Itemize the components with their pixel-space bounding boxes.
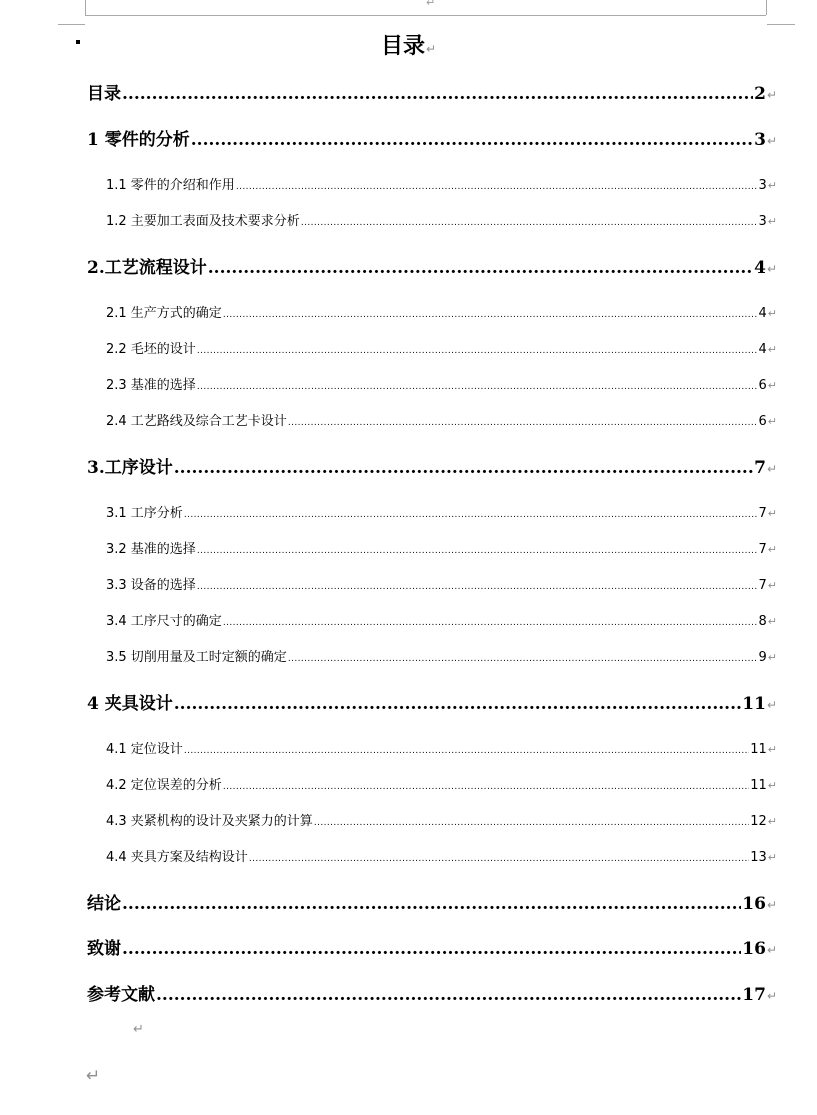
toc-entry-level2[interactable]	[106, 177, 777, 195]
paragraph-mark-icon: ↵	[767, 779, 777, 792]
header-left-guide	[85, 0, 86, 15]
toc-leader-dots	[249, 849, 749, 868]
toc-entry-page: 9	[758, 650, 767, 665]
paragraph-mark-icon: ↵	[86, 1066, 101, 1086]
toc-entry-page: 17	[742, 985, 766, 1005]
toc-entry-label: 4 夹具设计	[87, 694, 173, 714]
paragraph-mark-icon: ↵	[425, 42, 437, 56]
paragraph-mark-icon: ↵	[767, 415, 777, 428]
paragraph-mark-icon: ↵	[766, 989, 777, 1003]
toc-leader-dots	[223, 613, 758, 632]
toc-entry-page: 8	[758, 614, 767, 629]
paragraph-mark-icon: ↵	[767, 815, 777, 828]
toc-leader-dots	[184, 505, 758, 524]
paragraph-mark-icon: ↵	[767, 743, 777, 756]
toc-leader-dots	[288, 649, 758, 668]
toc-entry-page: 7	[758, 506, 767, 521]
toc-entry-label: 致谢	[87, 939, 121, 959]
paragraph-mark-icon: ↵	[766, 943, 777, 957]
toc-entry-page: 4	[758, 342, 767, 357]
toc-entry-label: 3.1 工序分析	[106, 506, 183, 521]
toc-title[interactable]	[0, 31, 817, 64]
toc-entry-page: 16	[742, 894, 766, 914]
toc-title-text: 目录	[380, 33, 425, 59]
toc-entry-label: 2.3 基准的选择	[106, 378, 196, 393]
toc-entry-page: 6	[758, 378, 767, 393]
toc-entry-page: 11	[742, 694, 766, 714]
toc-leader-dots	[122, 82, 753, 106]
toc-leader-dots	[236, 177, 758, 196]
toc-leader-dots	[174, 692, 742, 716]
toc-leader-dots	[223, 777, 749, 796]
toc-entry-level1[interactable]	[87, 82, 777, 106]
paragraph-mark-icon: ↵	[766, 262, 777, 276]
toc-leader-dots	[184, 741, 749, 760]
toc-entry-level1[interactable]	[87, 456, 777, 480]
toc-leader-dots	[288, 413, 758, 432]
toc-entry-label: 结论	[87, 894, 121, 914]
paragraph-mark-icon: ↵	[766, 698, 777, 712]
toc-entry-level2[interactable]	[106, 341, 777, 359]
toc-entry-label: 3.工序设计	[87, 458, 173, 478]
toc-leader-dots	[197, 541, 758, 560]
toc-entry-level1[interactable]	[87, 692, 777, 716]
toc-entry-page: 12	[750, 814, 767, 829]
toc-entry-page: 3	[754, 130, 766, 150]
toc-entry-label: 目录	[87, 84, 121, 104]
toc-leader-dots	[208, 256, 753, 280]
toc-leader-dots	[314, 813, 749, 832]
toc-entry-level1[interactable]	[87, 256, 777, 280]
toc-entry-page: 16	[742, 939, 766, 959]
toc-leader-dots	[174, 456, 753, 480]
toc-entry-level2[interactable]	[106, 541, 777, 559]
toc-entry-level2[interactable]	[106, 849, 777, 867]
toc-entry-page: 3	[758, 178, 767, 193]
toc-entry-level1[interactable]	[87, 937, 777, 961]
toc-entry-page: 6	[758, 414, 767, 429]
toc-entry-label: 4.1 定位设计	[106, 742, 183, 757]
toc-entry-label: 2.2 毛坯的设计	[106, 342, 196, 357]
toc-entry-page: 3	[758, 214, 767, 229]
toc-entry-label: 2.工艺流程设计	[87, 258, 207, 278]
right-crop-mark	[767, 24, 795, 25]
paragraph-mark-icon: ↵	[766, 88, 777, 102]
toc-entry-level2[interactable]	[106, 777, 777, 795]
toc-entry-page: 2	[754, 84, 766, 104]
toc-entry-level2[interactable]	[106, 505, 777, 523]
paragraph-mark-icon: ↵	[767, 307, 777, 320]
toc-entry-label: 参考文献	[87, 985, 155, 1005]
toc-entry-label: 4.3 夹紧机构的设计及夹紧力的计算	[106, 814, 313, 829]
toc-leader-dots	[197, 377, 758, 396]
toc-entry-label: 4.2 定位误差的分析	[106, 778, 222, 793]
paragraph-mark-icon: ↵	[767, 543, 777, 556]
toc-leader-dots	[223, 305, 758, 324]
paragraph-mark-icon: ↵	[133, 1022, 144, 1037]
toc-entry-label: 2.1 生产方式的确定	[106, 306, 222, 321]
toc-entry-label: 2.4 工艺路线及综合工艺卡设计	[106, 414, 287, 429]
paragraph-mark-icon: ↵	[767, 507, 777, 520]
toc-entry-label: 1 零件的分析	[87, 130, 190, 150]
toc-entry-label: 1.1 零件的介绍和作用	[106, 178, 235, 193]
toc-entry-page: 7	[754, 458, 766, 478]
left-crop-mark	[58, 24, 85, 25]
toc-entry-level2[interactable]	[106, 813, 777, 831]
paragraph-mark-icon: ↵	[767, 615, 777, 628]
paragraph-mark-icon: ↵	[767, 215, 777, 228]
toc-entry-level2[interactable]	[106, 649, 777, 667]
toc-leader-dots	[122, 892, 741, 916]
toc-entry-level2[interactable]	[106, 305, 777, 323]
toc-entry-level2[interactable]	[106, 413, 777, 431]
toc-entry-level2[interactable]	[106, 577, 777, 595]
toc-entry-label: 3.3 设备的选择	[106, 578, 196, 593]
paragraph-mark-icon: ↵	[766, 898, 777, 912]
header-boundary-line	[85, 15, 766, 16]
header-paragraph-mark-icon: ↵	[426, 0, 436, 9]
paragraph-mark-icon: ↵	[766, 462, 777, 476]
toc-entry-page: 4	[758, 306, 767, 321]
paragraph-mark-icon: ↵	[767, 379, 777, 392]
toc-leader-dots	[191, 128, 753, 152]
toc-entry-page: 7	[758, 542, 767, 557]
toc-entry-level2[interactable]	[106, 613, 777, 631]
toc-entry-label: 4.4 夹具方案及结构设计	[106, 850, 248, 865]
paragraph-mark-icon: ↵	[767, 651, 777, 664]
toc-leader-dots	[197, 577, 758, 596]
toc-entry-level2[interactable]	[106, 741, 777, 759]
paragraph-mark-icon: ↵	[766, 134, 777, 148]
toc-entry-level2[interactable]	[106, 213, 777, 231]
toc-entry-page: 11	[750, 742, 767, 757]
toc-entry-label: 3.4 工序尺寸的确定	[106, 614, 222, 629]
paragraph-mark-icon: ↵	[767, 579, 777, 592]
header-right-guide	[766, 0, 767, 15]
toc-entry-page: 7	[758, 578, 767, 593]
paragraph-mark-icon: ↵	[767, 179, 777, 192]
toc-entry-page: 13	[750, 850, 767, 865]
toc-entry-level1[interactable]	[87, 128, 777, 152]
toc-entry-label: 3.2 基准的选择	[106, 542, 196, 557]
toc-entry-page: 4	[754, 258, 766, 278]
toc-entry-label: 1.2 主要加工表面及技术要求分析	[106, 214, 300, 229]
toc-entry-level2[interactable]	[106, 377, 777, 395]
toc-entry-label: 3.5 切削用量及工时定额的确定	[106, 650, 287, 665]
toc-leader-dots	[122, 937, 741, 961]
paragraph-mark-icon: ↵	[767, 343, 777, 356]
toc-entry-level1[interactable]	[87, 892, 777, 916]
toc-leader-dots	[197, 341, 758, 360]
toc-leader-dots	[156, 983, 741, 1007]
toc-entry-level1[interactable]	[87, 983, 777, 1007]
paragraph-mark-icon: ↵	[767, 851, 777, 864]
toc-entry-page: 11	[750, 778, 767, 793]
toc-leader-dots	[301, 213, 758, 232]
